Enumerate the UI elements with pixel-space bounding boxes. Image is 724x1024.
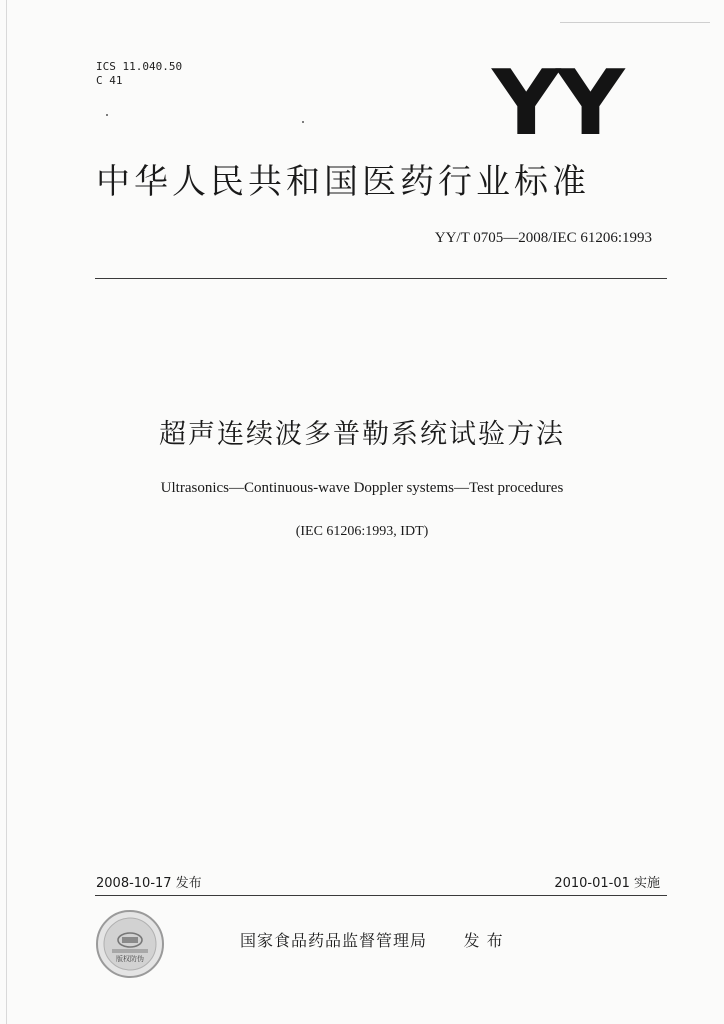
scan-speck <box>106 114 108 116</box>
adoption-reference: (IEC 61206:1993, IDT) <box>295 524 429 539</box>
implementation-date: 2010-01-01 实施 <box>554 876 660 891</box>
classification-codes <box>96 60 182 88</box>
footer-rule <box>95 895 667 896</box>
issue-date: 2008-10-17 发布 <box>96 876 202 891</box>
ics-code: ICS 11.040.50 <box>96 60 183 73</box>
standard-category-title: 中华人民共和国医药行业标准 <box>96 162 590 202</box>
issuing-authority <box>240 928 504 951</box>
document-title-english: Ultrasonics—Continuous-wave Doppler systems—Test procedures <box>160 480 564 496</box>
ccs-code: C 41 <box>96 74 123 87</box>
scan-edge-top <box>560 22 710 23</box>
document-title-chinese: 超声连续波多普勒系统试验方法 <box>159 419 565 450</box>
yy-logo: YY <box>492 51 621 156</box>
scan-edge-left <box>6 0 7 1024</box>
issuer-name: 国家食品药品监督管理局 <box>240 931 428 950</box>
anti-counterfeit-seal-icon <box>94 908 166 980</box>
seal-label: 版权防伪 <box>116 955 144 963</box>
standard-code: YY/T 0705—2008/IEC 61206:1993 <box>434 230 652 246</box>
header-rule <box>95 278 667 279</box>
scan-speck <box>302 121 304 123</box>
issue-label: 发 布 <box>463 931 504 950</box>
